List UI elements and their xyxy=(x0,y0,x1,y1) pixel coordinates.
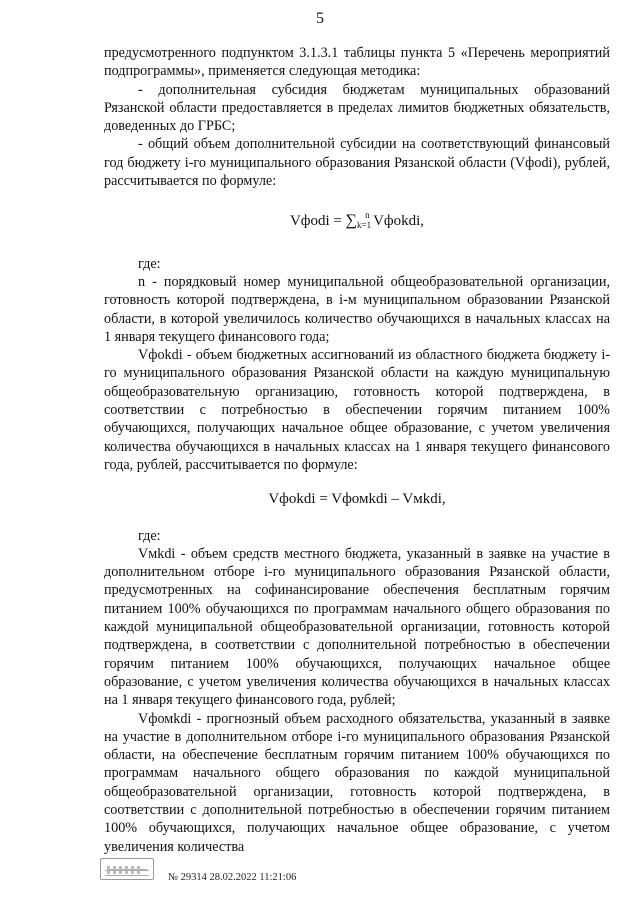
formula-total-subsidy xyxy=(104,206,610,234)
where-label: где: xyxy=(138,255,161,272)
formula-lhs: Vфodi = xyxy=(289,213,346,230)
paragraph: n - порядковый номер муниципальной общеобразовательной организации, готовность которой подтверждена, в i-м муниципальном образовании Рязанской области, в которой увеличилось количество обучающихся в начальных классах на 1 января текущего финансового года; xyxy=(104,273,610,345)
sum-lower-bound: k=1 xyxy=(357,220,372,231)
paragraph: - дополнительная субсидия бюджетам муниципальных образований Рязанской области предоставляется в пределах лимитов бюджетных обязательств, доведенных до ГРБС; xyxy=(104,81,610,135)
stamp-band xyxy=(105,870,149,876)
formula-rhs: Vфokdi, xyxy=(369,213,425,230)
government-stamp-icon xyxy=(100,858,154,880)
paragraph: Vмkdi - объем средств местного бюджета, указанный в заявке на участие в дополнительном отборе i-го муниципального образования Рязанской области, предусмотренных на софинансирование обеспечения бесплатным горячим питанием 100% обучающихся по программам начального общего образования по каждой муниципальной общеобразовательной организации, готовность которой подтверждена, в соответствии с дополнительной потребностью в обеспечении горячим питанием 100% обучающихся, получающих начальное общее образование, с учетом увеличения количества обучающихся в начальных классах на 1 января текущего финансового года, рублей; xyxy=(104,545,610,709)
sum-upper-bound: n xyxy=(365,210,370,221)
stamp-building-icon xyxy=(107,861,147,870)
paragraph: предусмотренного подпунктом 3.1.3.1 таблицы пункта 5 «Перечень мероприятий подпрограммы», применяется следующая методика: xyxy=(104,45,610,80)
paragraph: Vфokdi - объем бюджетных ассигнований из областного бюджета бюджету i-го муниципального образования Рязанской области на каждую муниципальную общеобразовательную организацию, готовность которой подтверждена, в соответствии с потребностью в обеспечении горячим питанием 100% обучающихся, получающих начальное общее образование, с учетом увеличения количества обучающихся в начальных классах на 1 января текущего финансового года, рублей, рассчитывается по формуле: xyxy=(104,347,610,473)
page-number: 5 xyxy=(316,10,324,27)
formula-org-subsidy: Vфokdi = Vфомkdi – Vмkdi, xyxy=(268,491,446,508)
where-label: где: xyxy=(138,527,161,544)
paragraph: Vфомkdi - прогнозный объем расходного обязательства, указанный в заявке на участие в дополнительном отборе i-го муниципального образования Рязанской области, на обеспечение бесплатным горячим питанием 100% обучающихся по программам начального общего образования по каждой муниципальной общеобразовательной организации, готовность которой подтверждена, в соответствии с дополнительной потребностью в обеспечении горячим питанием 100% обучающихся, получающих начальное общее образование, с учетом увеличения количества xyxy=(104,710,610,855)
paragraph: - общий объем дополнительной субсидии на соответствующий финансовый год бюджету i-го муниципального образования Рязанской области (Vфodi), рублей, рассчитывается по формуле: xyxy=(104,136,610,190)
document-body xyxy=(104,44,610,856)
registration-number: № 29314 28.02.2022 11:21:06 xyxy=(168,872,297,883)
sum-symbol: ∑ xyxy=(345,212,358,230)
